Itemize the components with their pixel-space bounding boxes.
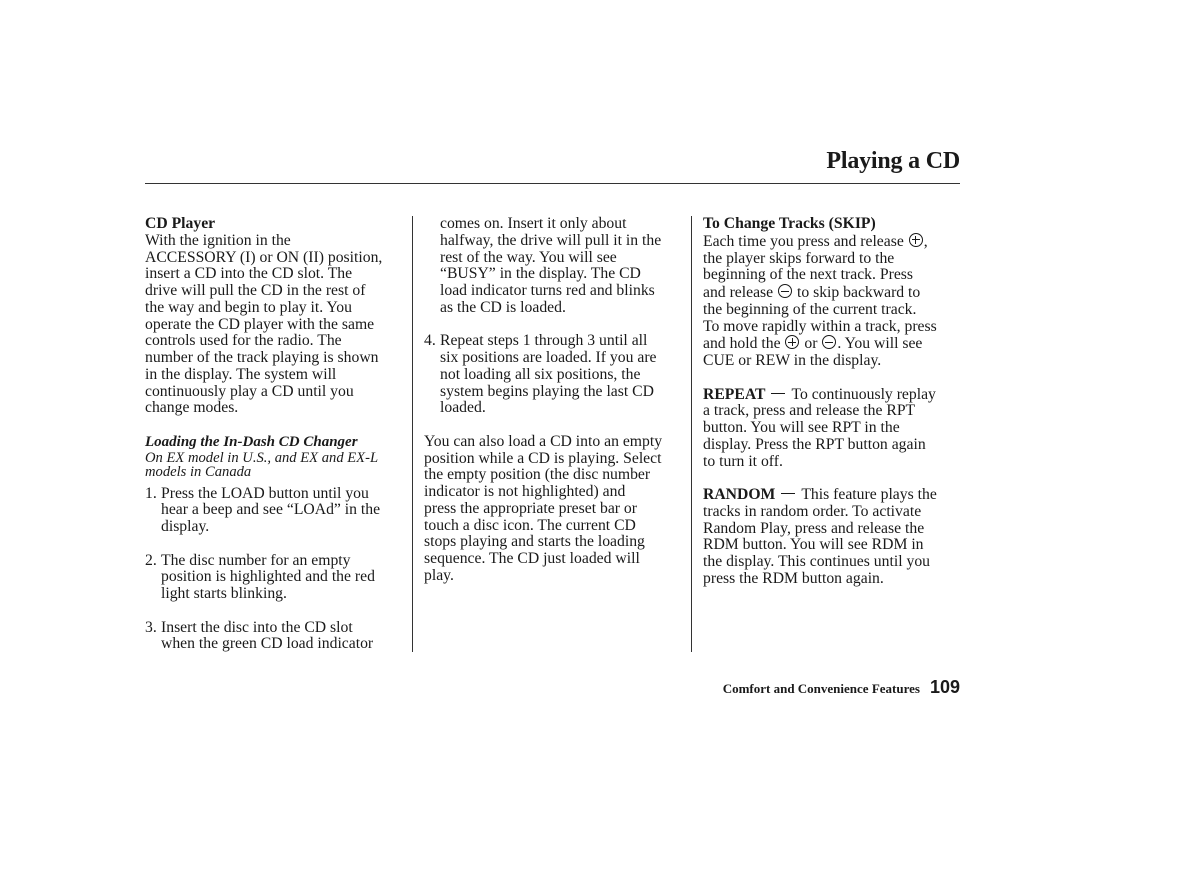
text-line: tracks in random order. To activate (703, 502, 922, 520)
step-number: 1. (145, 484, 157, 502)
footer-section-label: Comfort and Convenience Features (722, 681, 920, 696)
spacer (145, 536, 407, 553)
text-line: the display. This continues until you (703, 553, 931, 570)
text-fragment: , (923, 232, 928, 250)
plus-circle-icon (909, 233, 923, 247)
spacer (703, 470, 965, 487)
step-4 (424, 333, 686, 417)
text-fragment: or (804, 335, 818, 353)
repeat-paragraph (703, 387, 965, 471)
text-line: halfway, the drive will pull it in the (440, 231, 662, 249)
text-line: as the CD is loaded. (440, 298, 566, 316)
text-line: beginning of the next track. Press (703, 266, 913, 284)
text-line: loaded. (440, 399, 486, 417)
page-title: Playing a CD (826, 148, 960, 174)
text-line: ACCESSORY (I) or ON (II) position, (145, 248, 383, 266)
step-3-continued (424, 216, 686, 317)
text-line: the empty position (the disc number (424, 466, 651, 484)
text-line: six positions are loaded. If you are (440, 349, 657, 366)
text-line: hear a beep and see “LOAd” in the (161, 501, 381, 519)
text-line: press the appropriate preset bar or (424, 499, 637, 517)
text-fragment: and hold the (703, 335, 781, 353)
model-note: On EX model in U.S., and EX and EX-L (145, 449, 379, 466)
random-paragraph (703, 487, 965, 588)
text-line: stops playing and starts the loading (424, 533, 645, 551)
text-line: system begins playing the last CD (440, 382, 654, 400)
column-divider-2 (691, 216, 692, 652)
step-2 (145, 553, 407, 603)
text-line: load indicator turns red and blinks (440, 282, 655, 299)
text-line: CUE or REW in the display. (703, 352, 882, 369)
text-line: in the display. The system will (145, 365, 337, 383)
text-fragment: and release (703, 284, 774, 301)
minus-circle-icon (778, 284, 792, 298)
text-line: operate the CD player with the same (145, 315, 375, 333)
text-line: press the RDM button again. (703, 569, 884, 587)
text-line: button. You will see RPT in the (703, 419, 900, 436)
spacer (145, 417, 407, 434)
text-line: You can also load a CD into an empty (424, 432, 663, 450)
step-number: 4. (424, 332, 436, 350)
column-3 (703, 216, 965, 588)
step-number: 3. (145, 618, 157, 636)
minus-circle-icon (822, 335, 836, 349)
text-line: The disc number for an empty (161, 551, 351, 569)
text-line: position while a CD is playing. Select (424, 449, 662, 467)
text-line: rest of the way. You will see (440, 248, 617, 266)
text-line: controls used for the radio. The (145, 332, 342, 350)
em-dash (781, 493, 795, 494)
text-line: play. (424, 566, 454, 584)
text-line: a track, press and release the RPT (703, 402, 916, 420)
text-line: display. Press the RPT button again (703, 435, 926, 453)
plus-circle-icon (785, 335, 799, 349)
text-line: the way and begin to play it. You (145, 298, 352, 316)
column-divider-1 (412, 216, 413, 652)
em-dash (771, 393, 785, 394)
column-1 (145, 216, 407, 653)
load-while-playing-paragraph (424, 434, 686, 585)
subheading-loading-changer: Loading the In-Dash CD Changer (145, 433, 358, 450)
text-line: when the green CD load indicator (161, 635, 374, 653)
spacer (424, 417, 686, 434)
title-rule (145, 183, 960, 184)
text-line: the beginning of the current track. (703, 300, 917, 318)
text-line: With the ignition in the (145, 231, 291, 249)
text-fragment: . You will see (837, 335, 923, 353)
text-fragment: to skip backward to (796, 284, 921, 301)
text-line: RDM button. You will see RDM in (703, 536, 924, 554)
page-number: 109 (929, 677, 960, 697)
text-line: comes on. Insert it only about (440, 215, 627, 232)
skip-paragraph (703, 233, 965, 370)
spacer (703, 370, 965, 387)
step-3 (145, 620, 407, 654)
text-line: number of the track playing is shown (145, 349, 379, 366)
text-line: Insert the disc into the CD slot (161, 618, 353, 636)
random-label: RANDOM (703, 486, 776, 503)
text-line: the player skips forward to the (703, 249, 895, 267)
text-line: change modes. (145, 399, 239, 417)
text-line: continuously play a CD until you (145, 382, 354, 400)
text-line: insert a CD into the CD slot. The (145, 265, 353, 283)
section-heading-skip: To Change Tracks (SKIP) (703, 215, 876, 232)
column-2 (424, 216, 686, 585)
repeat-label: REPEAT (703, 385, 766, 403)
text-line: Press the LOAD button until you (161, 484, 369, 502)
text-fragment: To continuously replay (791, 385, 936, 403)
spacer (145, 603, 407, 620)
cd-player-paragraph (145, 233, 407, 417)
page-footer (723, 677, 960, 698)
section-heading-cd-player: CD Player (145, 215, 216, 232)
text-line: Random Play, press and release the (703, 519, 925, 537)
text-line: not loading all six positions, the (440, 365, 641, 383)
text-line: display. (161, 518, 210, 535)
text-line: indicator is not highlighted) and (424, 483, 626, 500)
text-line: sequence. The CD just loaded will (424, 550, 640, 567)
text-line: To move rapidly within a track, press (703, 317, 937, 335)
spacer (424, 317, 686, 334)
text-line: drive will pull the CD in the rest of (145, 282, 366, 299)
text-line: to turn it off. (703, 452, 783, 470)
step-1 (145, 486, 407, 536)
text-line: touch a disc icon. The current CD (424, 516, 636, 534)
text-line: Repeat steps 1 through 3 until all (440, 332, 648, 350)
text-line: position is highlighted and the red (161, 568, 375, 586)
text-line: Each time you press and release (703, 232, 904, 250)
step-number: 2. (145, 551, 157, 569)
text-fragment: This feature plays the (801, 486, 937, 503)
text-line: “BUSY” in the display. The CD (440, 265, 641, 283)
text-line: light starts blinking. (161, 585, 287, 602)
model-note: models in Canada (145, 464, 252, 480)
